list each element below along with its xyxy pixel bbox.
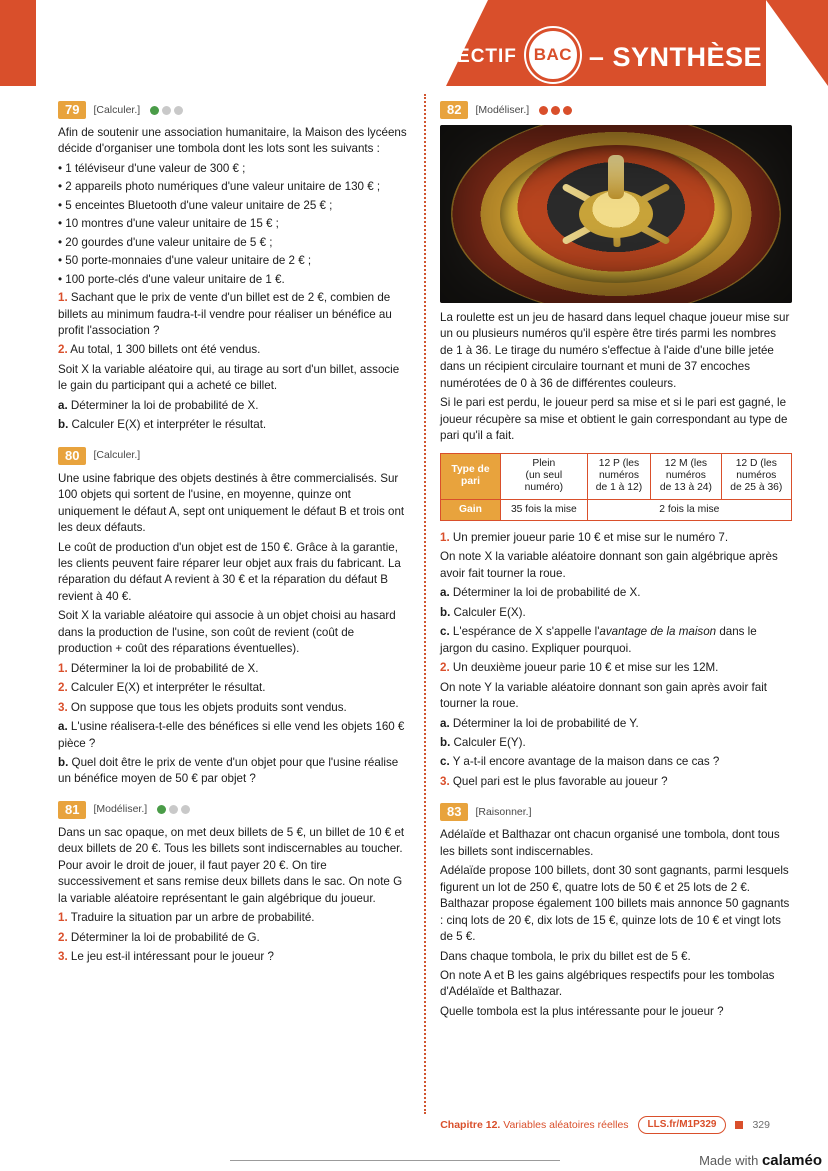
exercise-82-header	[440, 101, 792, 119]
exercise-number: 80	[58, 447, 86, 465]
difficulty-dot-3	[181, 805, 190, 814]
exercise-number: 79	[58, 101, 86, 119]
exercise-82-qa: a. Déterminer la loi de probabilité de X.	[440, 586, 641, 600]
right-column	[440, 88, 792, 1023]
difficulty-dots	[157, 805, 190, 814]
exercise-81-q2: 2. Déterminer la loi de probabilité de G.	[58, 930, 260, 944]
exercise-82-qc: c. L'espérance de X s'appelle l'avantage de la maison dans le jargon du casino. Expliquer pourquoi.	[440, 625, 757, 655]
footer-page-number: 329	[752, 1119, 770, 1131]
exercise-79-item-5: • 20 gourdes d'une valeur unitaire de 5 € ;	[58, 235, 273, 249]
exercise-83-header	[440, 803, 792, 821]
left-column	[58, 88, 410, 968]
exercise-82-q2: 2. Un deuxième joueur parie 10 € et mise sur les 12M.	[440, 661, 719, 675]
table-cell-gain-douzaines: 2 fois la mise	[587, 499, 791, 520]
exercise-79-item-3: • 5 enceintes Bluetooth d'une valeur unitaire de 25 € ;	[58, 198, 333, 212]
exercise-79-item-1: • 1 téléviseur d'une valeur de 300 € ;	[58, 161, 246, 175]
exercise-82-q2c: c. Y a-t-il encore avantage de la maison dans ce cas ?	[440, 755, 720, 769]
table-row-header-label: Type de pari	[441, 453, 501, 499]
exercise-80-q3: 3. On suppose que tous les objets produits sont vendus.	[58, 700, 347, 714]
exercise-82-q2b: b. Calculer E(Y).	[440, 735, 526, 749]
bet-types-table	[440, 453, 792, 521]
exercise-82-q1: 1. Un premier joueur parie 10 € et mise sur le numéro 7.	[440, 531, 729, 544]
calameo-watermark: Made with calaméo	[699, 1152, 822, 1169]
difficulty-dot-1	[539, 106, 548, 115]
exercise-82-q2-detail: On note Y la variable aléatoire donnant son gain après avoir fait tourner la roue.	[440, 680, 767, 711]
exercise-81-q1: 1. Traduire la situation par un arbre de probabilité.	[58, 911, 315, 925]
exercise-79-qa: a. Déterminer la loi de probabilité de X.	[58, 398, 259, 412]
exercise-82-q2a: a. Déterminer la loi de probabilité de Y.	[440, 716, 639, 730]
exercise-81-para-1: Dans un sac opaque, on met deux billets de 5 €, un billet de 10 € et deux billets de 20 €. Tous les billets sont indiscernables au toucher. Pour avoir le droit de jouer, il faut payer 20 €. On tire successivement et sans remise deux billets dans le sac. On note G la variable aléatoire représentant le gain algébrique du joueur.	[58, 825, 405, 905]
exercise-number: 82	[440, 101, 468, 119]
exercise-81-q3: 3. Le jeu est-il intéressant pour le joueur ?	[58, 950, 274, 964]
table-row-gain-label: Gain	[441, 499, 501, 520]
header-white-notch	[36, 0, 446, 86]
exercise-79-q2-detail: Soit X la variable aléatoire qui, au tirage au sort d'un billet, associe le gain du participant qui a acheté ce billet.	[58, 362, 400, 393]
footer-chapter: Chapitre 12. Variables aléatoires réelles	[440, 1119, 629, 1131]
difficulty-dots	[539, 106, 572, 115]
exercise-tag: [Raisonner.]	[475, 805, 532, 818]
header-title	[415, 30, 762, 84]
exercise-83-para-3: Dans chaque tombola, le prix du billet est de 5 €.	[440, 949, 691, 963]
bac-badge: BAC	[526, 28, 580, 82]
roulette-vignette	[440, 125, 792, 303]
table-head-12m: 12 M (les numéros de 13 à 24)	[651, 453, 721, 499]
exercise-tag: [Modéliser.]	[475, 103, 530, 116]
exercise-83-para-4: On note A et B les gains algébriques respectifs pour les tombolas d'Adélaïde et Balthazar.	[440, 968, 775, 999]
exercise-79-item-2: • 2 appareils photo numériques d'une valeur unitaire de 130 € ;	[58, 180, 381, 194]
exercise-80-q1: 1. Déterminer la loi de probabilité de X.	[58, 661, 259, 675]
exercise-80-header	[58, 447, 410, 465]
table-head-12d: 12 D (les numéros de 25 à 36)	[721, 453, 791, 499]
exercise-79-item-7: • 100 porte-clés d'une valeur unitaire de 1 €.	[58, 272, 285, 286]
difficulty-dot-2	[551, 106, 560, 115]
exercise-83-para-1: Adélaïde et Balthazar ont chacun organisé une tombola, dont tous les billets sont indiscernables.	[440, 828, 780, 858]
exercise-number: 81	[58, 801, 86, 819]
footer-resource-link[interactable]: LLS.fr/M1P329	[638, 1116, 727, 1134]
exercise-tag: [Calculer.]	[93, 103, 141, 116]
exercise-tag: [Calculer.]	[93, 449, 141, 462]
exercise-80-qa: a. L'usine réalisera-t-elle des bénéfices si elle vend les objets 160 € pièce ?	[58, 720, 405, 750]
exercise-79-item-4: • 10 montres d'une valeur unitaire de 15 € ;	[58, 217, 279, 231]
difficulty-dots	[150, 106, 183, 115]
exercise-80-q2: 2. Calculer E(X) et interpréter le résultat.	[58, 681, 266, 695]
footer-square-marker	[735, 1121, 743, 1129]
table-row-header	[441, 453, 792, 499]
exercise-79-intro: Afin de soutenir une association humanitaire, la Maison des lycéens décide d'organiser une tombola dont les lots sont les suivants :	[58, 126, 407, 156]
bottom-rule	[230, 1160, 560, 1161]
table-head-plein: Plein (un seul numéro)	[501, 453, 588, 499]
table-row-gain	[441, 499, 792, 520]
exercise-82-para-2: Si le pari est perdu, le joueur perd sa mise et si le pari est gagné, le joueur récupère sa mise et obtient le gain correspondant au type de pari qu'il a fait.	[440, 396, 788, 443]
exercise-83-question: Quelle tombola est la plus intéressante pour le joueur ?	[440, 1004, 724, 1018]
page-footer	[0, 1113, 828, 1137]
difficulty-dot-2	[169, 805, 178, 814]
difficulty-dot-1	[157, 805, 166, 814]
exercise-82-q3: 3. Quel pari est le plus favorable au joueur ?	[440, 774, 668, 788]
difficulty-dot-2	[162, 106, 171, 115]
objectif-label: OBJECTIF	[414, 46, 517, 67]
page-body	[0, 88, 828, 1171]
exercise-82-para-1: La roulette est un jeu de hasard dans lequel chaque joueur mise sur un ou plusieurs numéros qu'il espère être tirés parmi les nombres de 1 à 36. Le tirage du numéro s'effectue à l'aide d'une bille jetée dans un récipient circulaire tournant et muni de 37 encoches numérotées de 0 à 36 de différentes couleurs.	[440, 311, 790, 390]
exercise-82-qb: b. Calculer E(X).	[440, 605, 526, 619]
table-cell-gain-plein: 35 fois la mise	[501, 499, 588, 520]
exercise-79-qb: b. Calculer E(X) et interpréter le résultat.	[58, 418, 267, 432]
exercise-79-q2: 2. Au total, 1 300 billets ont été vendus.	[58, 343, 261, 357]
exercise-tag: [Modéliser.]	[93, 803, 148, 816]
difficulty-dot-3	[174, 106, 183, 115]
exercise-80-para-1: Une usine fabrique des objets destinés à être commercialisés. Sur 100 objets qui sortent de l'usine, en moyenne, quinze ont uniquement le défaut A, sept ont uniquement le défaut B et trois ont les deux défauts.	[58, 471, 405, 535]
exercise-79-q1: 1. Sachant que le prix de vente d'un billet est de 2 €, combien de billets au minimum faudra-t-il vendre pour réaliser un bénéfice au profit l'association ?	[58, 291, 392, 337]
exercise-79-item-6: • 50 porte-monnaies d'une valeur unitaire de 2 € ;	[58, 254, 312, 268]
exercise-81-header	[58, 801, 410, 819]
exercise-82-q1-detail: On note X la variable aléatoire donnant son gain algébrique après avoir fait tourner la roue.	[440, 550, 778, 580]
column-separator	[424, 94, 426, 1114]
exercise-80-para-3: Soit X la variable aléatoire qui associe à un objet choisi au hasard dans la production de l'usine, son coût de revient (coût de production + coût des réparations éventuelles).	[58, 609, 396, 656]
table-head-12p: 12 P (les numéros de 1 à 12)	[587, 453, 651, 499]
exercise-80-qb: b. Quel doit être le prix de vente d'un objet pour que l'usine réalise un bénéfice moyen de 50 € par objet ?	[58, 755, 399, 786]
exercise-83-para-2: Adélaïde propose 100 billets, dont 30 sont gagnants, parmi lesquels figurent un lot de 250 €, quatre lots de 50 € et 25 lots de 2 €. Balthazar propose également 100 billets mais annonce 50 gagnants : cinq lots de 20 €, dix lots de 15 €, quinze lots de 10 € et vingt lots de 5 €.	[440, 864, 790, 944]
difficulty-dot-1	[150, 106, 159, 115]
exercise-80-para-2: Le coût de production d'un objet est de 150 €. Grâce à la garantie, les clients peuvent faire réparer leur objet aux frais du fabricant. La réparation du défaut A revient à 30 € et la réparation du défaut B revient à 40 €.	[58, 540, 401, 603]
exercise-number: 83	[440, 803, 468, 821]
header-corner-cut	[766, 0, 828, 86]
page-header-band	[0, 0, 828, 86]
exercise-79-header	[58, 101, 410, 119]
roulette-wheel-photo	[440, 125, 792, 303]
difficulty-dot-3	[563, 106, 572, 115]
synthese-label: – SYNTHÈSE	[588, 41, 762, 72]
